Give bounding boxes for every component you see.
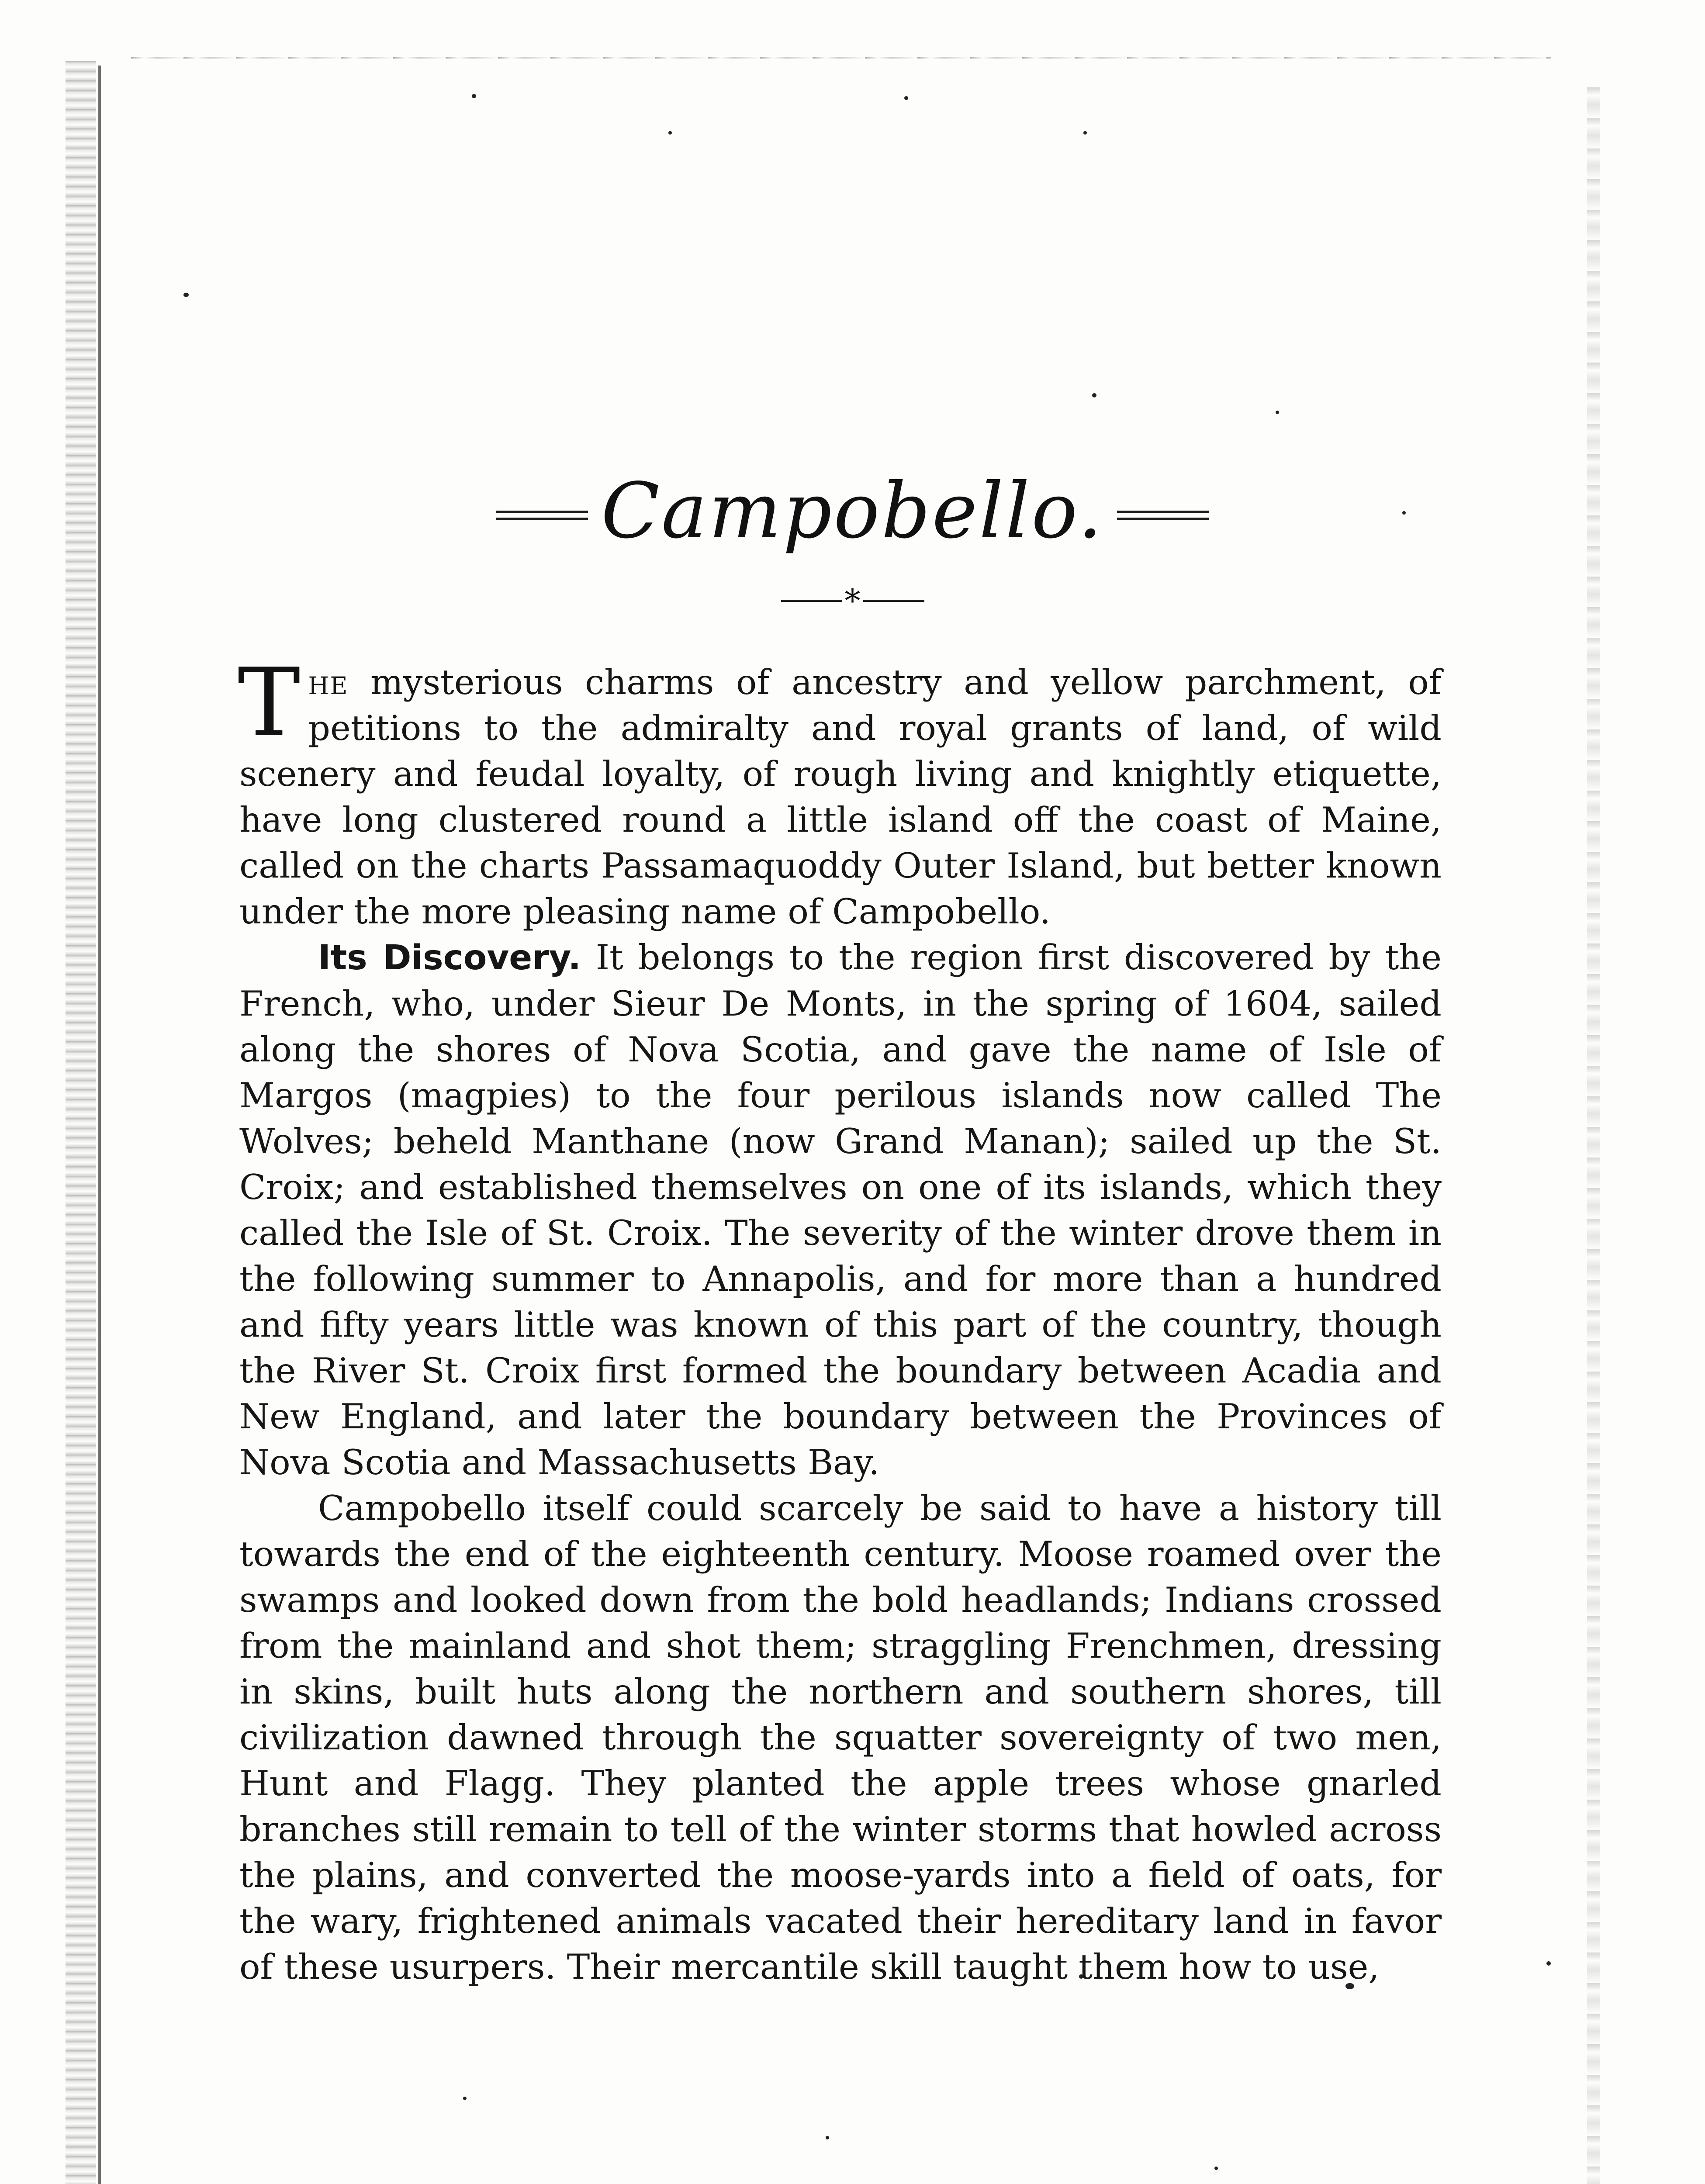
scan-speck [668, 131, 672, 135]
scan-speck [1276, 411, 1279, 414]
paragraph-2 [239, 935, 1442, 1486]
scan-edge-left [66, 61, 96, 2184]
page-title: Campobello. [601, 467, 1104, 556]
scan-speck [463, 2097, 467, 2100]
scan-speck [1083, 131, 1087, 135]
title-rule-left [496, 511, 588, 520]
scan-speck [472, 94, 476, 98]
title-ornament [0, 583, 1705, 618]
scan-speck [904, 96, 908, 100]
scan-speck [826, 2136, 829, 2139]
lead-in: he [308, 662, 349, 702]
scan-speck [1214, 2167, 1218, 2170]
body-text [238, 648, 1442, 1990]
title-rule-right [1117, 511, 1209, 520]
paragraph-3 [239, 1486, 1442, 1990]
scan-speck [1092, 393, 1096, 397]
scan-speck [1546, 1961, 1551, 1966]
ornament-star-icon: * [844, 582, 861, 619]
ornament-line-left [781, 600, 842, 602]
scan-edge-top [131, 57, 1551, 59]
paragraph-2-text: It belongs to the region first discovered by the French, who, under Sieur De Monts, in the spring of 1604, sailed along the shores of Nova Scotia, and gave the name of Isle of Margos (magpies) to the four perilous islands now called The Wolves; beheld Manthane (now Grand Manan); sailed up the St. Croix; and established themselves on one of its islands, which they called the Isle of St. Croix. The severity of the winter drove them in the following summer to Annapolis, and for more than a hundred and fifty years little was known of this part of the country, though the River St. Croix first formed the boundary between Acadia and New England, and later the boundary between the Provinces of Nova Scotia and Massachusetts Bay. [239, 937, 1442, 1482]
paragraph-1-text: mysterious charms of ancestry and yellow parchment, of petitions to the admiralty and royal grants of land, of wild scenery and feudal loyalty, of rough living and knightly etiquette, have long clustered round a little island off the coast of Maine, called on the charts Passamaquoddy Outer Island, but better known under the more pleasing name of Campobello. [239, 662, 1442, 932]
scan-speck [183, 293, 189, 297]
paragraph-1 [238, 648, 1442, 935]
section-heading-discovery: Its Discovery. [318, 938, 581, 978]
scan-edge-right [1587, 87, 1600, 2184]
ornament-line-right [863, 600, 924, 602]
title-row [0, 446, 1705, 577]
scan-edge-left-line [98, 66, 101, 2184]
paragraph-3-text: Campobello itself could scarcely be said to have a history till towards the end of the eighteenth century. Moose roamed over the swamps and looked down from the bold headlands; Indians crossed from the mainland and shot them; straggling Frenchmen, dressing in skins, built huts along the northern and southern shores, till civilization dawned through the squatter sovereignty of two men, Hunt and Flagg. They planted the apple trees whose gnarled branches still remain to tell of the winter storms that howled across the plains, and converted the moose-yards into a field of oats, for the wary, frightened animals vacated their hereditary land in favor of these usurpers. Their mercantile skill taught them how to use, [239, 1488, 1442, 1987]
drop-cap: T [238, 648, 301, 757]
